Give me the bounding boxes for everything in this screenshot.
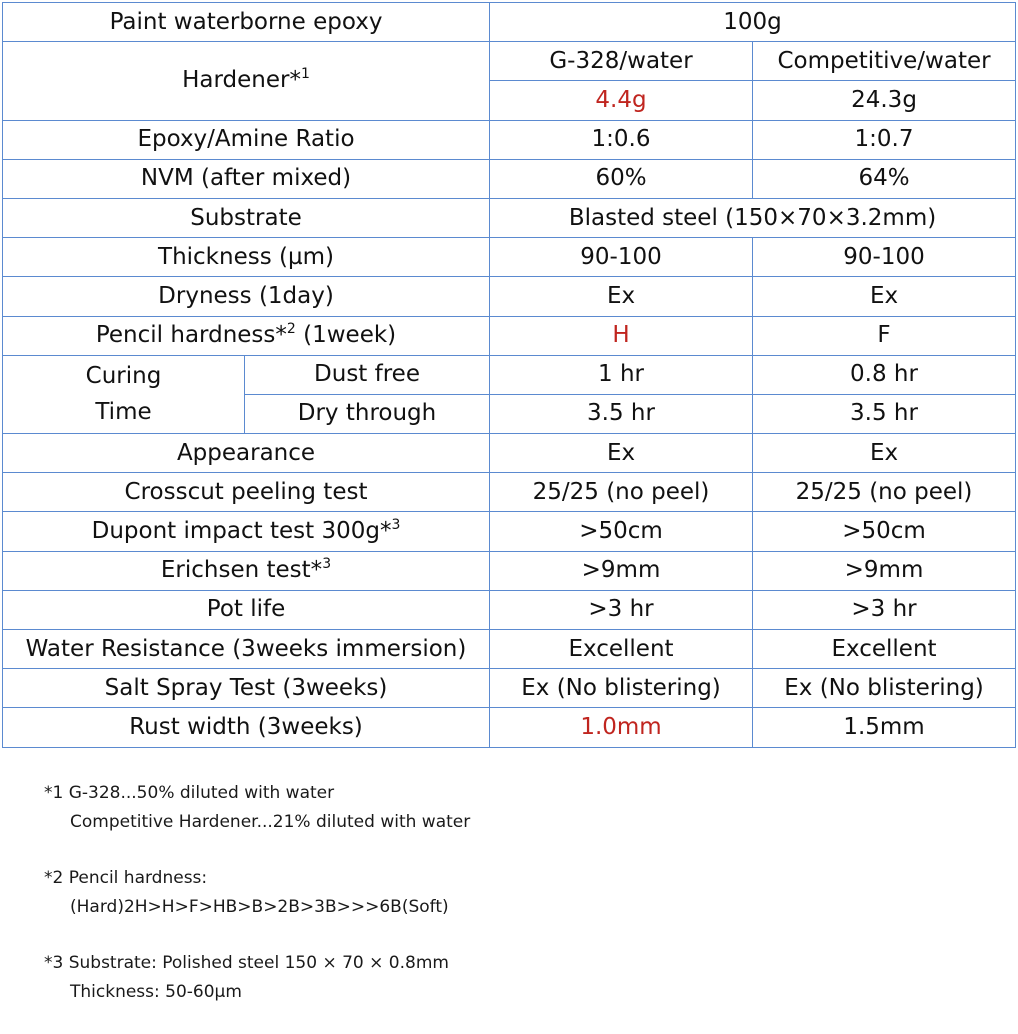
dust-free-v2: 0.8 hr xyxy=(753,355,1016,394)
row-pencil xyxy=(3,316,1016,355)
dupont-label: Dupont impact test 300g*$^3$ xyxy=(3,512,490,551)
nvm-label: NVM (after mixed) xyxy=(3,159,490,198)
row-thickness xyxy=(3,238,1016,277)
rust-width-label: Rust width (3weeks) xyxy=(3,708,490,747)
footnotes xyxy=(44,779,470,1034)
water-resistance-label: Water Resistance (3weeks immersion) xyxy=(3,630,490,669)
comparison-table xyxy=(2,2,1016,748)
dry-through-v1: 3.5 hr xyxy=(490,394,753,433)
row-paint xyxy=(3,3,1016,42)
thickness-label: Thickness (µm) xyxy=(3,238,490,277)
dryness-v2: Ex xyxy=(753,277,1016,316)
row-crosscut xyxy=(3,473,1016,512)
dupont-v2: >50cm xyxy=(753,512,1016,551)
footnote-line: *2 Pencil hardness: xyxy=(44,868,208,888)
hardener-label: Hardener*$^1$ xyxy=(3,42,490,120)
footnote-line: Thickness: 50-60µm xyxy=(70,981,242,1002)
hardener-col2-name: Competitive/water xyxy=(753,42,1016,81)
appearance-label: Appearance xyxy=(3,434,490,473)
substrate-label: Substrate xyxy=(3,198,490,237)
dust-free-label: Dust free xyxy=(245,355,490,394)
footnote-1 xyxy=(44,779,470,836)
substrate-value: Blasted steel (150×70×3.2mm) xyxy=(490,198,1016,237)
salt-spray-v1: Ex (No blistering) xyxy=(490,669,753,708)
row-dupont xyxy=(3,512,1016,551)
dupont-v1: >50cm xyxy=(490,512,753,551)
dryness-v1: Ex xyxy=(490,277,753,316)
crosscut-v2: 25/25 (no peel) xyxy=(753,473,1016,512)
rust-width-v2: 1.5mm xyxy=(753,708,1016,747)
thickness-v2: 90-100 xyxy=(753,238,1016,277)
hardener-col1-name: G-328/water xyxy=(490,42,753,81)
footnote-2 xyxy=(44,864,470,921)
pencil-label: Pencil hardness*$^2$ (1week) xyxy=(3,316,490,355)
salt-spray-label: Salt Spray Test (3weeks) xyxy=(3,669,490,708)
pot-life-v1: >3 hr xyxy=(490,590,753,629)
ratio-v2: 1:0.7 xyxy=(753,120,1016,159)
nvm-v2: 64% xyxy=(753,159,1016,198)
footnote-line: Competitive Hardener...21% diluted with water xyxy=(70,811,471,832)
row-appearance xyxy=(3,434,1016,473)
hardener-col1-amount: 4.4g xyxy=(490,81,753,120)
pot-life-label: Pot life xyxy=(3,590,490,629)
appearance-v2: Ex xyxy=(753,434,1016,473)
water-resistance-v2: Excellent xyxy=(753,630,1016,669)
rust-width-v1: 1.0mm xyxy=(490,708,753,747)
erichsen-v1: >9mm xyxy=(490,551,753,590)
erichsen-v2: >9mm xyxy=(753,551,1016,590)
row-erichsen xyxy=(3,551,1016,590)
nvm-v1: 60% xyxy=(490,159,753,198)
appearance-v1: Ex xyxy=(490,434,753,473)
dry-through-label: Dry through xyxy=(245,394,490,433)
thickness-v1: 90-100 xyxy=(490,238,753,277)
ratio-label: Epoxy/Amine Ratio xyxy=(3,120,490,159)
footnote-3 xyxy=(44,949,470,1006)
ratio-v1: 1:0.6 xyxy=(490,120,753,159)
paint-amount: 100g xyxy=(490,3,1016,42)
dry-through-v2: 3.5 hr xyxy=(753,394,1016,433)
footnote-line: *1 G-328...50% diluted with water xyxy=(44,783,335,803)
row-salt-spray xyxy=(3,669,1016,708)
footnote-line: *3 Substrate: Polished steel 150 × 70 × 0.8mm xyxy=(44,953,449,973)
crosscut-label: Crosscut peeling test xyxy=(3,473,490,512)
pot-life-v2: >3 hr xyxy=(753,590,1016,629)
dryness-label: Dryness (1day) xyxy=(3,277,490,316)
hardener-col2-amount: 24.3g xyxy=(753,81,1016,120)
pencil-v2: F xyxy=(753,316,1016,355)
footnote-line: (Hard)2H>H>F>HB>B>2B>3B>>>6B(Soft) xyxy=(70,896,449,917)
water-resistance-v1: Excellent xyxy=(490,630,753,669)
row-ratio xyxy=(3,120,1016,159)
salt-spray-v2: Ex (No blistering) xyxy=(753,669,1016,708)
row-pot-life xyxy=(3,590,1016,629)
pencil-v1: H xyxy=(490,316,753,355)
row-substrate xyxy=(3,198,1016,237)
row-dryness xyxy=(3,277,1016,316)
paint-label: Paint waterborne epoxy xyxy=(3,3,490,42)
row-curing-dust xyxy=(3,355,1016,394)
erichsen-label: Erichsen test*$^3$ xyxy=(3,551,490,590)
crosscut-v1: 25/25 (no peel) xyxy=(490,473,753,512)
row-rust-width xyxy=(3,708,1016,747)
dust-free-v1: 1 hr xyxy=(490,355,753,394)
row-nvm xyxy=(3,159,1016,198)
row-hardener-names xyxy=(3,42,1016,81)
row-water-resistance xyxy=(3,630,1016,669)
curing-time-label: Curing Time xyxy=(3,355,245,433)
